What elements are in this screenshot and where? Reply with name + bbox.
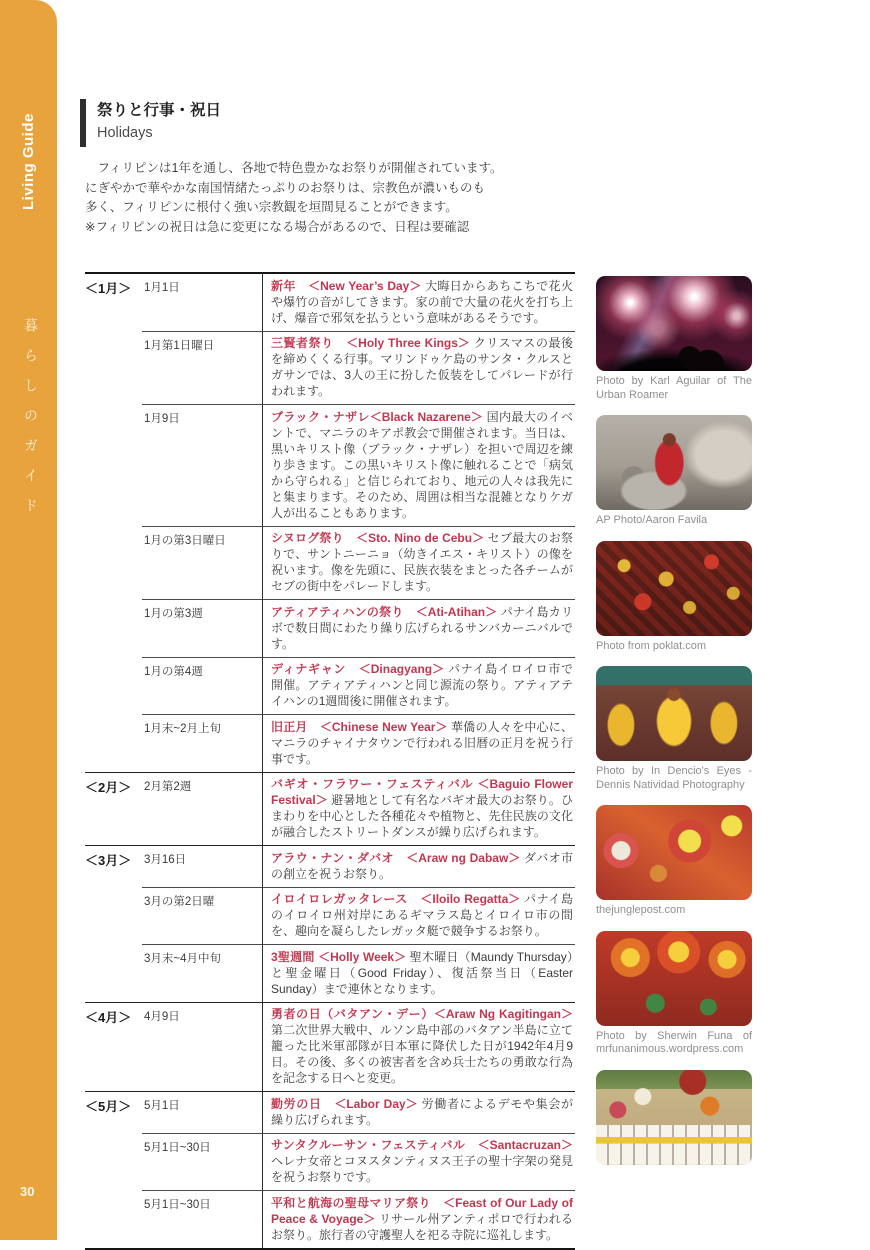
photo-item (596, 805, 752, 918)
table-row (85, 331, 575, 405)
table-row (85, 944, 575, 1002)
photo-caption: thejunglepost.com (596, 904, 686, 916)
holidays-table (85, 272, 575, 1250)
date-cell: 2月第2週 (144, 780, 192, 793)
table-row (85, 887, 575, 945)
intro-line: フィリピンは1年を通し、各地で特色豊かなお祭りが開催されています。 (85, 161, 503, 175)
festival-body-text: 聖木曜日（Maundy Thursday）と聖金曜日（Good Friday）、復活祭当日（Easter Sunday）まで連休となります。 (271, 949, 574, 996)
page-title-japanese: 祭りと行事・祝日 (97, 102, 222, 119)
festival-body-text: パナイ島イロイロ市で開催。アティアティハンと同じ源流の祭り。アティアテイハンの1週間後に開催されます。 (271, 662, 573, 708)
table-row (85, 404, 575, 526)
festival-body-text: 国内最大のイベントで、マニラのキアポ教会で開催されます。当日は、黒いキリスト像（ブラック・ナザレ）を担いで周辺を練り歩きます。この黒いキリスト像に触れることで「病気から守られる」と信じられており、地元の人々は我先にと集まります。そのため、周囲は相当な混雑となりケガ人が出ることもあります。 (271, 409, 573, 520)
date-cell: 1月第1日曜日 (142, 331, 262, 405)
intro-paragraph (85, 159, 567, 237)
month-label (85, 714, 142, 772)
festival-description-cell (262, 404, 575, 526)
sidebar-label-english: Living Guide (20, 113, 37, 210)
festival-description-cell (262, 1190, 575, 1248)
festival-body-text: 第二次世界大戦中、ルソン島中部のバタアン半島に立て籠った比米軍部隊が日本軍に降伏した日が1942年4月9日。その後、多くの被害者を含め兵士たちの勇敢な行為を記念する日へと変更。 (271, 1023, 573, 1085)
festival-title: 勤労の日 ＜Labor Day＞ (271, 1096, 418, 1111)
photo-caption: AP Photo/Aaron Favila (596, 514, 708, 526)
festival-title: イロイロレガッタレース ＜Iloilo Regatta＞ (271, 892, 521, 906)
festival-description-cell (262, 1133, 575, 1191)
table-row (85, 526, 575, 600)
festival-description-cell (262, 657, 575, 715)
festival-title: バギオ・フラワー・フェスティバル ＜Baguio Flower Festival＞ (271, 777, 573, 807)
festival-title: 新年 ＜New Year’s Day＞ (271, 278, 422, 293)
date-cell: 1月9日 (142, 404, 262, 526)
month-label (85, 887, 142, 945)
festival-description-cell (262, 944, 575, 1002)
month-label: ＜3月＞ (85, 853, 132, 868)
table-row (85, 1002, 575, 1092)
month-label (85, 944, 142, 1002)
month-label: ＜4月＞ (85, 1009, 132, 1025)
photo-item (596, 666, 752, 792)
date-cell: 4月9日 (144, 1010, 180, 1023)
photo-caption: Photo from poklat.com (596, 639, 707, 652)
table-row (85, 274, 575, 331)
festival-description-cell (262, 773, 575, 846)
festival-title: サンタクルーサン・フェスティバル ＜Santacruzan＞ (271, 1138, 573, 1152)
date-cell: 1月末~2月上旬 (142, 714, 262, 772)
festival-body-text: パナイ島のイロイロ州対岸にあるギマラス島とイロイロ市の間を、趣向を凝らしたレガッタ艇で競争するお祭り。 (271, 892, 573, 938)
table-row (85, 1190, 575, 1248)
date-cell: 3月末~4月中旬 (142, 944, 262, 1002)
festival-body-text: 大晦日からあちこちで花火や爆竹の音がしてきます。家の前で大量の花火を打ち上げ、爆音で邪気を払うという意味があるそうです。 (271, 278, 573, 325)
festival-title: 旧正月 ＜Chinese New Year＞ (271, 719, 448, 734)
festival-description-cell (262, 714, 575, 772)
month-label (85, 1133, 142, 1191)
date-cell: 5月1日~30日 (142, 1190, 262, 1248)
festival-description-cell (262, 1003, 575, 1092)
photo-caption: Photo by In Dencio's Eyes - Dennis Natividad Photography (596, 765, 752, 791)
festival-body-text: パナイ島カリボで数日間にわたり繰り広げられるサンバカーニバルです。 (271, 604, 573, 651)
photo-column (596, 276, 752, 1178)
festival-title: 勇者の日（バタアン・デー）＜Araw Ng Kagitingan＞ (271, 1007, 573, 1021)
festival-description-cell (262, 887, 575, 945)
title-accent-bar (80, 99, 86, 147)
date-cell: 3月の第2日曜 (142, 887, 262, 945)
festival-title: 平和と航海の聖母マリア祭り ＜Feast of Our Lady of Peace & Voyage＞ (271, 1195, 573, 1226)
festival-description-cell (262, 331, 575, 405)
month-label (85, 526, 142, 600)
festival-title: ディナギャン ＜Dinagyang＞ (271, 662, 445, 676)
intro-line: ※フィリピンの祝日は急に変更になる場合があるので、日程は要確認 (85, 219, 470, 234)
title-texts (97, 99, 221, 147)
month-label: ＜2月＞ (85, 779, 132, 795)
festival-photo (596, 805, 752, 900)
month-label (85, 331, 142, 405)
date-cell: 5月1日 (144, 1100, 180, 1112)
festival-description-cell (262, 274, 575, 331)
intro-line: にぎやかで華やかな南国情緒たっぷりのお祭りは、宗教色が濃いものも (85, 180, 486, 195)
festival-body-text: 労働者によるデモや集会が繰り広げられます。 (271, 1096, 573, 1127)
festival-description-cell (262, 599, 575, 657)
section-title-block (80, 99, 221, 147)
intro-line: 多く、フィリピンに根付く強い宗教観を垣間見ることができます。 (85, 200, 458, 214)
festival-body-text: ダバオ市の創立を祝うお祭り。 (271, 850, 573, 881)
month-label (85, 657, 142, 715)
festival-description-cell (262, 1092, 575, 1133)
table-row (85, 599, 575, 657)
festival-title: 三賢者祭り ＜Holy Three Kings＞ (271, 336, 470, 350)
date-cell: 1月の第3週 (142, 599, 262, 657)
page-number: 30 (20, 1184, 35, 1199)
festival-title: アラウ・ナン・ダバオ ＜Araw ng Dabaw＞ (271, 850, 521, 865)
sidebar-label-japanese: 暮らしのガイド (23, 318, 39, 528)
table-row (85, 714, 575, 772)
table-row (85, 657, 575, 715)
festival-body-text: セブ最大のお祭りで、サントニーニョ（幼きイエス・キリスト）の像を祝います。像を先頭に、民族衣装をまとった各チームがセブの街中をパレードします。 (271, 531, 573, 593)
photo-item (596, 1070, 752, 1165)
festival-body-text: ヘレナ女帝とコヌスタンティヌス王子の聖十字架の発見を祝うお祭りです。 (271, 1154, 573, 1184)
festival-body-text: 華僑の人々を中心に、マニラのチャイナタウンで行われる旧暦の正月を祝う行事です。 (271, 719, 573, 766)
month-label (85, 1190, 142, 1248)
photo-item (596, 541, 752, 654)
festival-body-text: クリスマスの最後を締めくくる行事。マリンドゥケ島のサンタ・クルスとガサンでは、3人の王に扮した仮装をしてパレードが行われます。 (271, 336, 573, 398)
month-label (85, 599, 142, 657)
photo-item (596, 415, 752, 528)
festival-photo (596, 276, 752, 371)
photo-item (596, 276, 752, 402)
date-cell: 1月の第4週 (142, 657, 262, 715)
festival-photo (596, 415, 752, 510)
festival-photo (596, 541, 752, 636)
table-row (85, 1091, 575, 1133)
festival-title: シヌログ祭り ＜Sto. Nino de Cebu＞ (271, 531, 485, 545)
date-cell: 1月の第3日曜日 (142, 526, 262, 600)
table-row (85, 1133, 575, 1191)
date-cell: 5月1日~30日 (142, 1133, 262, 1191)
photo-caption: Photo by Karl Aguilar of The Urban Roamer (596, 375, 752, 401)
table-row (85, 845, 575, 887)
month-label (85, 404, 142, 526)
festival-body-text: 避暑地として有名なバギオ最大のお祭り。ひまわりを中心とした各種花々や植物と、先住民族の文化が融合したストリートダンスが繰り広げられます。 (271, 793, 573, 839)
festival-description-cell (262, 526, 575, 600)
festival-title: 3聖週間 ＜Holly Week＞ (271, 949, 407, 964)
festival-title: アティアティハンの祭り ＜Ati-Atihan＞ (271, 604, 498, 619)
date-cell: 3月16日 (144, 854, 187, 866)
festival-title: ブラック・ナザレ＜Black Nazarene＞ (271, 409, 483, 424)
festival-photo (596, 666, 752, 761)
photo-item (596, 931, 752, 1057)
month-label: ＜1月＞ (85, 281, 132, 296)
month-label: ＜5月＞ (85, 1099, 132, 1114)
table-row (85, 772, 575, 846)
festival-photo (596, 1070, 752, 1165)
photo-caption: Photo by Sherwin Funa of mrfunanimous.wordpress.com (596, 1029, 752, 1055)
page-title-english: Holidays (97, 125, 153, 141)
festival-body-text: リサール州アンティポロで行われるお祭り。旅行者の守護聖人を祀る寺院に巡礼します。 (271, 1211, 573, 1242)
festival-description-cell (262, 846, 575, 887)
date-cell: 1月1日 (144, 282, 180, 294)
festival-photo (596, 931, 752, 1026)
